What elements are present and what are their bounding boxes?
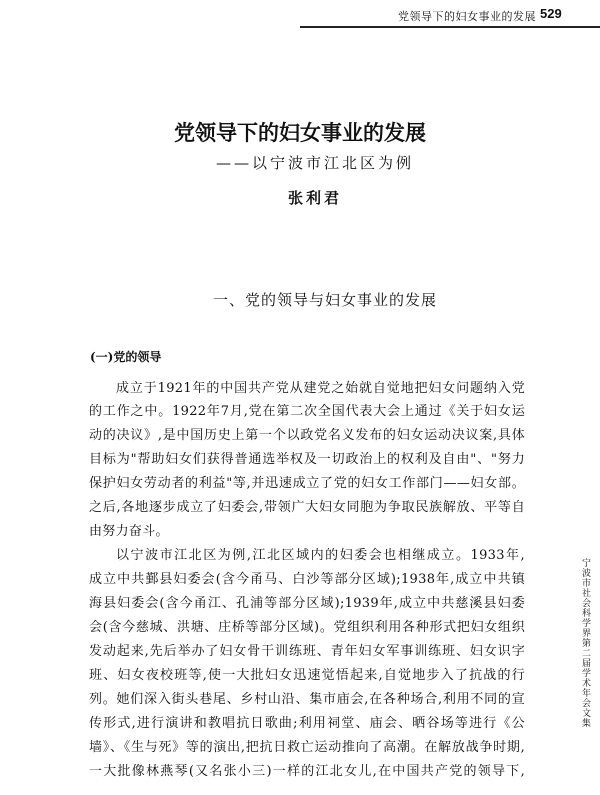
paragraph-1-line: 之后,各地逐步成立了妇委会,带领广大妇女同胞为争取民族解放、平等自	[89, 500, 525, 515]
header-rule	[300, 26, 600, 28]
paragraph-1-line: 动的决议》,是中国历史上第一个以政党名义发布的妇女运动决议案,具体	[89, 428, 525, 443]
paragraph-2-line: 一大批像林燕琴(又名张小三)一样的江北女儿,在中国共产党的领导下,	[89, 764, 525, 779]
section-heading: 一、党的领导与妇女事业的发展	[212, 291, 437, 309]
paragraph-2-line: 墙》、《生与死》等的演出,把抗日救亡运动推向了高潮。在解放战争时期,	[89, 740, 525, 755]
paragraph-1-line: 目标为"帮助妇女们获得普通选举权及一切政治上的权利及自由"、"努力	[89, 452, 525, 467]
paragraph-2-line: 班、妇女夜校班等,使一大批妇女迅速觉悟起来,自觉地步入了抗战的行	[89, 668, 525, 683]
paragraph-1-line: 成立于1921年的中国共产党从建党之始就自觉地把妇女问题纳入党	[116, 381, 525, 396]
paragraph-2-line: 传形式,进行演讲和教唱抗日歌曲;利用祠堂、庙会、晒谷场等进行《公	[89, 716, 525, 731]
subsection-heading: (一)党的领导	[90, 350, 162, 364]
paragraph-2-line: 海县妇委会(含今甬江、孔浦等部分区域);1939年,成立中共慈溪县妇委	[89, 596, 525, 611]
side-note: 宁波市社会科学界第二届学术年会文集	[580, 558, 590, 728]
paragraph-2-line: 会(含今慈城、洪塘、庄桥等部分区域)。党组织利用各种形式把妇女组织	[89, 620, 525, 635]
paragraph-1-line: 由努力奋斗。	[89, 524, 169, 539]
article-subtitle: ——以宁波市江北区为例	[215, 154, 414, 172]
paragraph-2-line: 成立中共鄞县妇委会(含今甬马、白沙等部分区域);1938年,成立中共镇	[89, 572, 525, 587]
paragraph-2-line: 以宁波市江北区为例,江北区域内的妇委会也相继成立。1933年,	[116, 548, 525, 563]
article-author: 张利君	[287, 189, 342, 207]
running-header: 党领导下的妇女事业的发展	[398, 10, 536, 23]
paragraph-2-line: 列。她们深入街头巷尾、乡村山沿、集市庙会,在各种场合,利用不同的宣	[89, 692, 525, 707]
paragraph-2-line: 发动起来,先后举办了妇女骨干训练班、青年妇女军事训练班、妇女识字	[89, 644, 525, 659]
paragraph-1-line: 保护妇女劳动者的利益"等,并迅速成立了党的妇女工作部门——妇女部。	[89, 476, 525, 491]
page-number: 529	[540, 6, 562, 21]
article-title: 党领导下的妇女事业的发展	[174, 120, 426, 145]
paragraph-1-line: 的工作之中。1922年7月,党在第二次全国代表大会上通过《关于妇女运	[89, 404, 525, 419]
